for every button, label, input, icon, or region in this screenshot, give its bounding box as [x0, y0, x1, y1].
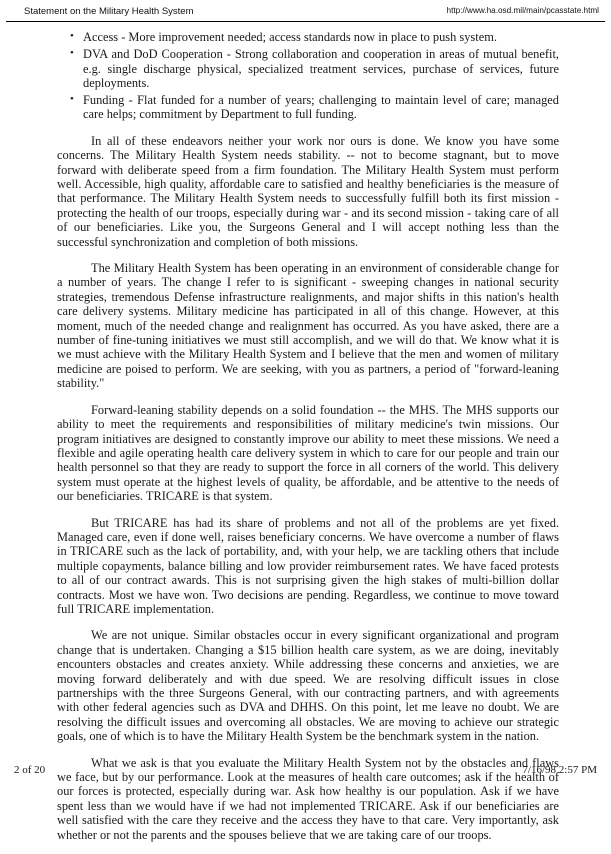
- paragraph: Forward-leaning stability depends on a solid foundation -- the MHS. The MHS supports our ability to meet the requirements and responsibilities of military medicine's twin missions. Our program initiatives are designed to constantly improve our ability to meet these missions. We need a flexible and agile operating health care delivery system in which to care for our people and train our health personnel so that they are ready to support the force in all corners of the world. This delivery system must operate at the highest levels of quality, be affordable, and be attentive to the needs of our beneficiaries. TRICARE is that system.: [57, 402, 559, 504]
- print-timestamp: 7/16/98 2:57 PM: [522, 764, 597, 776]
- paragraph: We are not unique. Similar obstacles occur in every significant organizational and program change that is undertaken. Changing a $15 billion health care system, as we are doing, inevitably encounters obstacles and creates anxiety. While addressing these concerns and anxieties, we are moving forward deliberately and with due speed. We are resolving difficult issues in close partnerships with the three Surgeons General, with our contracting partners, and with agreements with other federal agencies such as DVA and DHHS. On this point, let me leave no doubt. We are resolving the difficult issues and overcoming all obstacles. We are moving to achieve our strategic goals, one of which is to have the Military Health System be the benchmark system in the nation.: [57, 628, 559, 744]
- paragraph: What we ask is that you evaluate the Military Health System not by the obstacles and flaws we face, but by our performance. Look at the measures of health care outcomes; ask if the health of our forces is protected, especially during war. Ask how healthy is our population. Ask if we have spent less than we would have if we had not implemented TRICARE. Ask if our beneficiaries are well satisfied with the care they receive and the access they have to that care. Very importantly, ask whether or not the parents and the spouses believe that we are taking care of our troops.: [57, 755, 559, 842]
- paragraph: In all of these endeavors neither your work nor ours is done. We know you have some concerns. The Military Health System needs stability. -- not to become stagnant, but to move forward with deliberate speed from a firm foundation. The Military Health System must perform well. Accessible, high quality, affordable care to satisfied and healthy beneficiaries is the measure of that performance. The Military Health System needs to successfully fulfill both its first mission - protecting the health of our troops, especially during war - and its second mission - taking care of all of our beneficiaries. Like you, the Surgeons General and I will accept nothing less than the successful synchronization and completion of both missions.: [57, 133, 559, 249]
- paragraph: The Military Health System has been operating in an environment of considerable change for a number of years. The change I refer to is significant - sweeping changes in national security strategies, tremendous Defense infrastructure realignments, and major shifts in this nation's health care delivery systems. Military medicine has participated in all of this change. However, at this moment, much of the needed change and realignment has occurred. As you have asked, there are a number of fine-tuning initiatives we must still accomplish, and we will do that. We know what it is we must achieve with the Military Health System and I believe that the men and women of military medicine are poised to perform. We are seeking, with you as partners, a period of "forward-leaning stability.": [57, 261, 559, 391]
- document-body: [57, 30, 559, 854]
- list-item: • Access - More improvement needed; access standards now in place to push system.: [83, 30, 559, 44]
- paragraph: But TRICARE has had its share of problems and not all of the problems are yet fixed. Managed care, even if done well, raises beneficiary concerns. We have overcome a number of flaws in TRICARE such as the lack of portability, and, with your help, we are tackling others that include multiple copayments, balance billing and low provider reimbursement rates. We have faced protests to all of our contract awards. This is not surprising given the high stakes of multi-billion dollar contracts. Most we have won. Two decisions are pending. Regardless, we continue to move toward full TRICARE implementation.: [57, 515, 559, 616]
- document-title: Statement on the Military Health System: [24, 6, 194, 17]
- page-number: 2 of 20: [14, 764, 46, 776]
- list-item: • Funding - Flat funded for a number of years; challenging to maintain level of care; managed care helps; commitment by Department to full funding.: [83, 93, 559, 122]
- header-divider: [6, 21, 605, 22]
- list-item: • DVA and DoD Cooperation - Strong collaboration and cooperation in areas of mutual benefit, e.g. single discharge physical, specialized treatment services, purchase of services, future deployments.: [83, 47, 559, 90]
- document-url: http://www.ha.osd.mil/main/pcasstate.html: [446, 6, 599, 15]
- bullet-list: [57, 30, 559, 122]
- page-header: [0, 6, 611, 24]
